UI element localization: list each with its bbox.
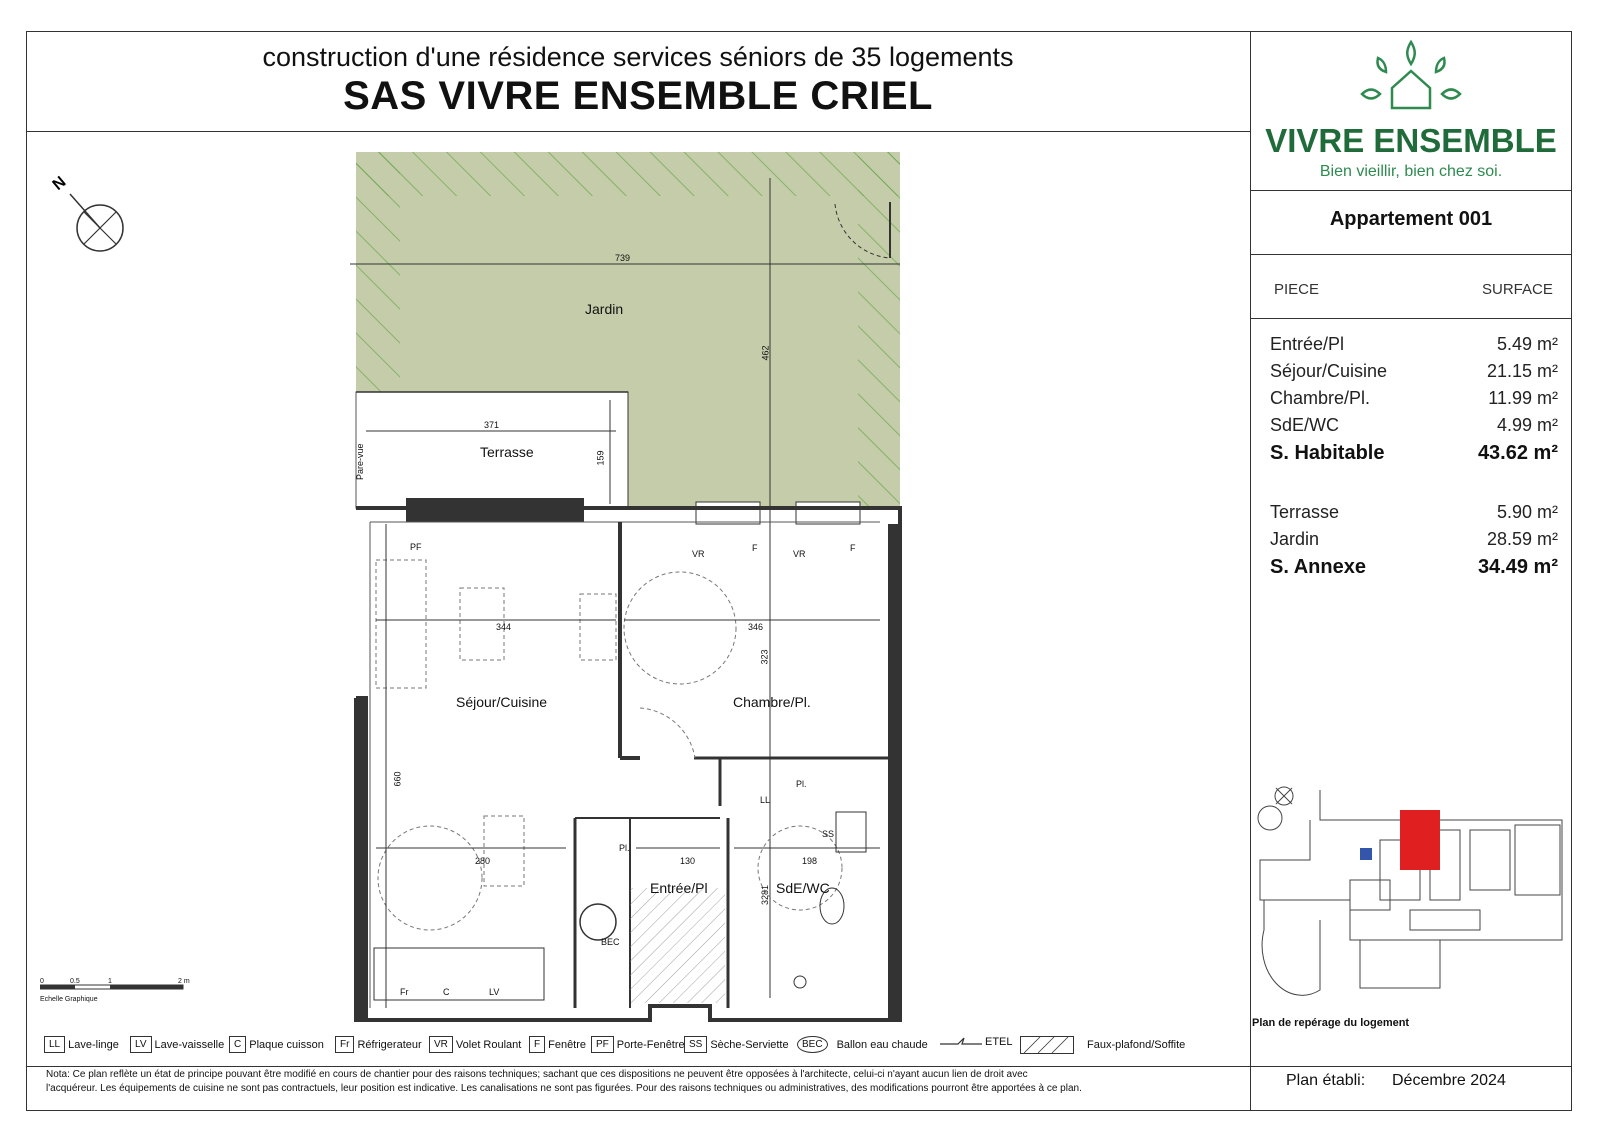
row-surface: 34.49 m² (1477, 556, 1558, 578)
mark-pf: PF (410, 542, 422, 552)
legend-fr (335, 1036, 422, 1053)
table-head-divider (1250, 318, 1572, 319)
surface-row (1270, 415, 1558, 436)
reperage-highlight (1400, 810, 1440, 870)
apartment-label: Appartement 001 (1329, 208, 1493, 230)
reperage-label: Plan de repérage du logement (1252, 1017, 1410, 1029)
dim-159: 159 (595, 450, 606, 466)
mark-c: C (443, 987, 450, 997)
svg-text:N: N (49, 173, 70, 194)
scale-label: Echelle Graphique (40, 996, 98, 1003)
legend-code: LL (44, 1036, 65, 1053)
plan-date-value: Décembre 2024 (1392, 1072, 1506, 1089)
dim-198: 198 (802, 856, 818, 866)
mark-ll: LL (760, 795, 771, 805)
mark-vr: VR (793, 549, 806, 559)
note-line: Nota: Ce plan reflète un état de principe pouvant être modifié en cours de chantier pour des raisons techniques; sachant que ces dispositions ne peuvent être opposées à l'architecte, celui-ci n'ayant aucun lien de droit avec (46, 1069, 1028, 1080)
bec-label: BEC (601, 937, 620, 947)
mark-pl: Pl. (796, 779, 807, 789)
row-surface: 5.90 m² (1496, 502, 1558, 522)
mark-fr: Fr (400, 987, 409, 997)
surface-row (1270, 529, 1558, 550)
legend-label: Faux-plafond/Soffite (1087, 1039, 1186, 1051)
legend-label: Plaque cuisson (249, 1038, 324, 1051)
mark-f: F (752, 543, 758, 553)
room-label-entree: Entrée/Pl (650, 880, 708, 896)
plan-date-label: Plan établi: (1286, 1072, 1366, 1089)
legend-f (529, 1036, 586, 1053)
legend-code: LV (130, 1036, 152, 1053)
col-piece-header: PIECE (1274, 281, 1320, 298)
row-piece: Chambre/Pl. (1270, 388, 1371, 408)
legend-label: Lave-linge (68, 1038, 119, 1051)
legend-code: F (529, 1036, 545, 1053)
legend-label: Fenêtre (548, 1038, 587, 1051)
legend-code: PF (591, 1036, 614, 1053)
scale-tick-1: 1 (108, 978, 112, 985)
row-surface: 4.99 m² (1496, 415, 1558, 435)
footer-divider (26, 1066, 1572, 1067)
mark-ss: SS (822, 829, 835, 839)
north-arrow-icon (48, 172, 132, 256)
row-piece: Séjour/Cuisine (1270, 361, 1388, 381)
legend-label: Ballon eau chaude (836, 1038, 928, 1051)
house-with-leaves-icon (1356, 38, 1466, 114)
scale-tick-2: 2 m (178, 978, 190, 985)
surface-row (1270, 334, 1558, 355)
legend-ll (44, 1036, 119, 1053)
legend-code: BEC (797, 1036, 828, 1053)
legend-code: VR (429, 1036, 453, 1053)
row-surface: 5.49 m² (1496, 334, 1558, 354)
legend-label: Sèche-Serviette (710, 1038, 789, 1051)
dim-462: 462 (760, 345, 771, 361)
annexe-total-row (1270, 556, 1558, 579)
legend-faux-plafond (1020, 1036, 1185, 1054)
surface-row (1270, 388, 1558, 409)
room-label-terrasse: Terrasse (480, 444, 534, 460)
surface-row (1270, 361, 1558, 382)
mark-lv: LV (489, 987, 500, 997)
row-piece: SdE/WC (1270, 415, 1340, 435)
etel-symbol-icon (940, 1036, 982, 1048)
row-surface: 28.59 m² (1486, 529, 1558, 549)
mark-vr: VR (692, 549, 705, 559)
room-label-sejour: Séjour/Cuisine (456, 694, 548, 710)
legend-code: Fr (335, 1036, 354, 1053)
legend-ss (684, 1036, 789, 1053)
dim-3281: 3281 (760, 884, 771, 906)
legend-lv (130, 1036, 224, 1053)
pare-vue-label: Pare-vue (355, 443, 365, 480)
dim-280: 280 (475, 856, 491, 866)
room-label-sde: SdE/WC (776, 880, 830, 896)
legend-bec (797, 1036, 928, 1053)
legend-c (229, 1036, 324, 1053)
apt-divider (1250, 254, 1572, 255)
legend-code: C (229, 1036, 246, 1053)
note-line: l'acquéreur. Les équipements de cuisine ne sont pas contractuels, leur position est indicative. Les canalisations ne sont pas figurées. Pour des raisons techniques ou administratives, des modifications pourront être apportées à ce plan. (46, 1083, 1082, 1094)
room-label-chambre: Chambre/Pl. (733, 694, 811, 710)
mark-pl: Pl. (619, 843, 630, 853)
header-divider (26, 131, 1250, 132)
dim-346: 346 (748, 622, 764, 632)
dim-344: 344 (496, 622, 512, 632)
dim-739: 739 (615, 253, 631, 263)
row-surface: 21.15 m² (1486, 361, 1558, 381)
dim-371: 371 (484, 420, 500, 430)
row-piece: S. Habitable (1270, 442, 1385, 464)
legend-vr (429, 1036, 521, 1053)
hatch-swatch-icon (1020, 1036, 1074, 1054)
dim-660: 660 (392, 771, 403, 787)
row-surface: 43.62 m² (1477, 442, 1558, 464)
scale-bar (40, 984, 200, 992)
surface-row (1270, 502, 1558, 523)
legend-label: Lave-vaisselle (154, 1038, 225, 1051)
legend-pf (591, 1036, 685, 1053)
dim-130: 130 (680, 856, 696, 866)
row-piece: Entrée/Pl (1270, 334, 1345, 354)
row-piece: S. Annexe (1270, 556, 1366, 578)
project-subtitle: construction d'une résidence services séniors de 35 logements (262, 42, 1014, 72)
row-piece: Jardin (1270, 529, 1320, 549)
brand-name: VIVRE ENSEMBLE (1265, 122, 1557, 159)
legend-code: SS (684, 1036, 707, 1053)
legend-label: Réfrigerateur (357, 1038, 422, 1051)
floor-plan (340, 148, 910, 1028)
scale-tick-05: 0.5 (70, 978, 80, 985)
habitable-total-row (1270, 442, 1558, 465)
room-label-jardin: Jardin (585, 301, 624, 317)
col-surface-header: SURFACE (1482, 281, 1553, 298)
row-piece: Terrasse (1270, 502, 1340, 522)
disclaimer-note (46, 1068, 1236, 1096)
dim-323: 323 (759, 649, 770, 665)
legend-label: ETEL (985, 1036, 1013, 1048)
legend-etel (940, 1036, 1013, 1048)
scale-tick-0: 0 (40, 978, 44, 985)
mark-f: F (850, 543, 856, 553)
legend-label: Porte-Fenêtre (616, 1038, 685, 1051)
reperage-map (1250, 770, 1570, 1018)
row-surface: 11.99 m² (1488, 388, 1558, 408)
brand-divider (1250, 190, 1572, 191)
legend-label: Volet Roulant (455, 1038, 522, 1051)
brand-tagline: Bien vieillir, bien chez soi. (1319, 163, 1503, 180)
page-title: SAS VIVRE ENSEMBLE CRIEL (343, 74, 933, 118)
